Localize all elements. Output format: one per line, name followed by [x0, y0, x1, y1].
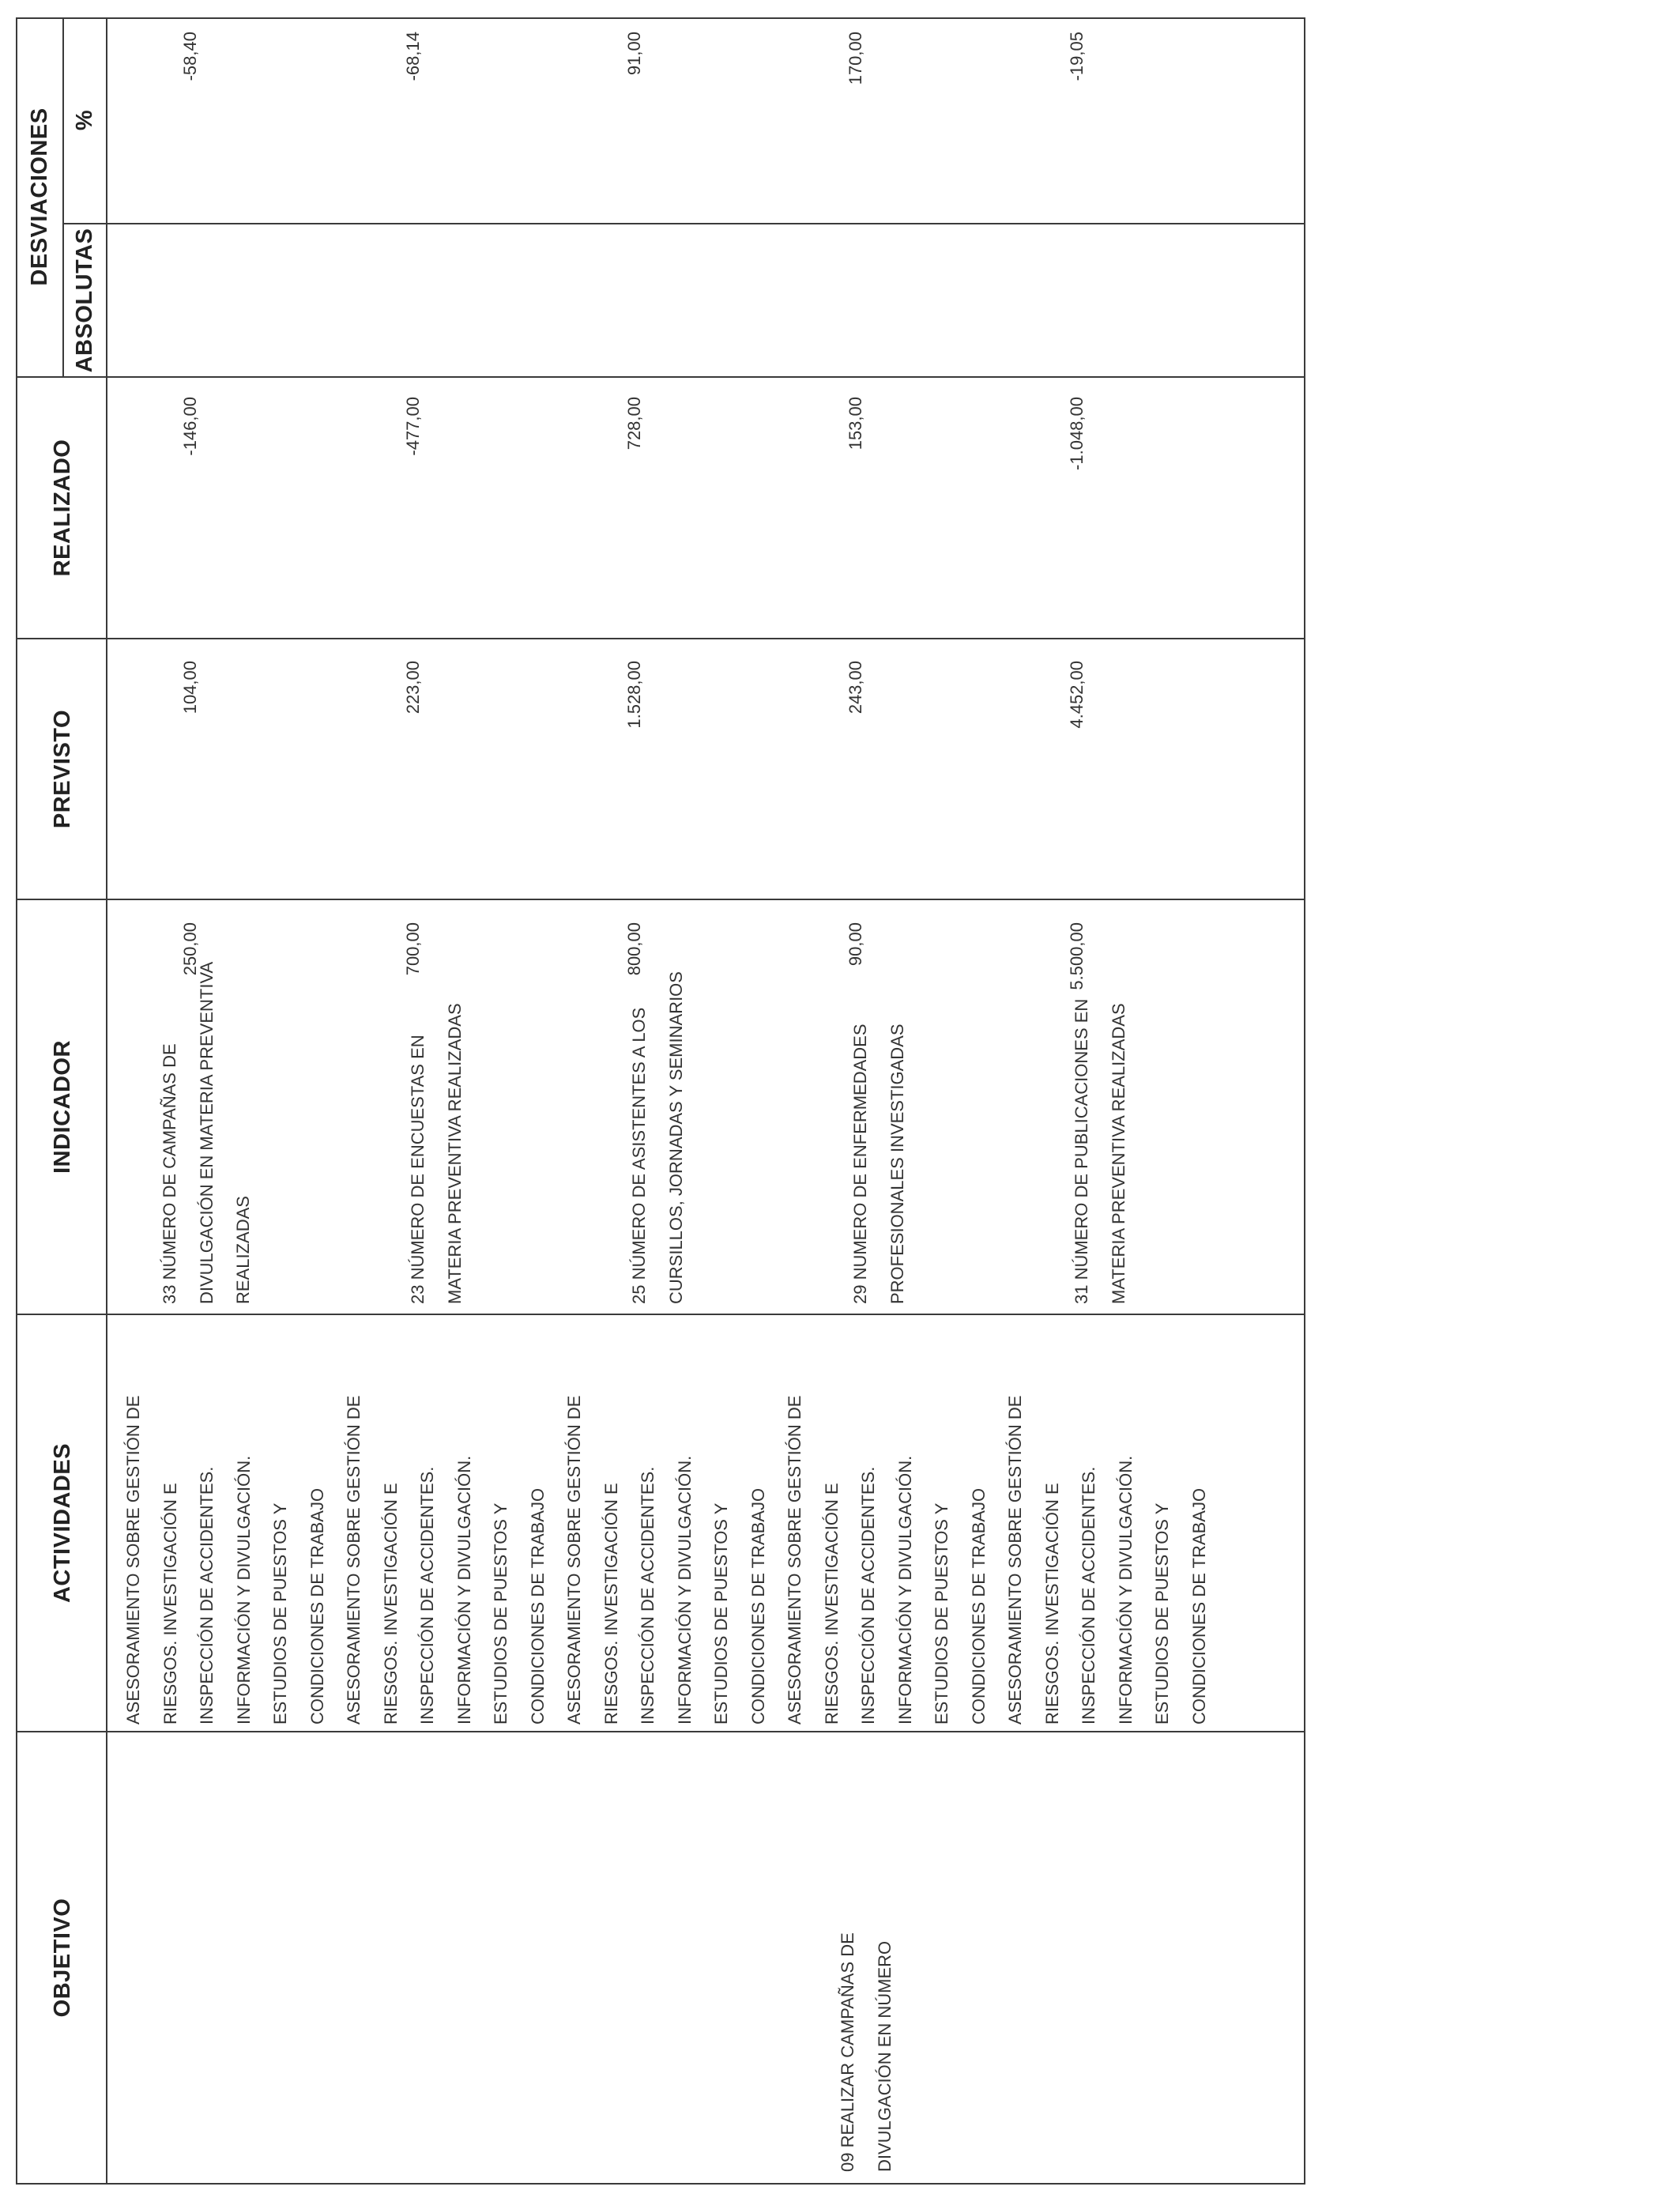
- activity-line: ESTUDIOS DE PUESTOS Y: [270, 1502, 290, 1725]
- header-realizado: REALIZADO: [49, 439, 75, 577]
- activity-line: ASESORAMIENTO SOBRE GESTIÓN DE: [123, 1395, 143, 1725]
- indicador-line: MATERIA PREVENTIVA REALIZADAS: [444, 1003, 465, 1304]
- header-actividades: ACTIVIDADES: [49, 1442, 75, 1604]
- activity-line: ESTUDIOS DE PUESTOS Y: [491, 1502, 510, 1725]
- activity-line: ESTUDIOS DE PUESTOS Y: [932, 1502, 951, 1725]
- realizado-row-5: 4.452,00: [1067, 661, 1087, 729]
- col-divider: [17, 1731, 1304, 1732]
- indicador-row-2: [400, 1003, 473, 1304]
- indicador-line: DIVULGACIÓN EN MATERIA PREVENTIVA: [196, 961, 217, 1304]
- indicador-row-3: [621, 971, 695, 1304]
- activity-line: INFORMACIÓN Y DIVULGACIÓN.: [1115, 1455, 1136, 1725]
- header-previsto: PREVISTO: [49, 709, 75, 829]
- indicador-row-1: [152, 962, 262, 1304]
- indicador-row-4: [842, 1023, 916, 1304]
- porcentaje-row-5: -19,05: [1067, 32, 1087, 81]
- absolutas-row-4: 153,00: [846, 397, 865, 450]
- previsto-row-4: 90,00: [846, 922, 865, 967]
- absolutas-row-2: -477,00: [403, 397, 423, 456]
- activity-line: ASESORAMIENTO SOBRE GESTIÓN DE: [564, 1395, 584, 1725]
- activity-line: ESTUDIOS DE PUESTOS Y: [1152, 1502, 1172, 1725]
- porcentaje-row-3: 91,00: [624, 32, 644, 76]
- indicador-line: REALIZADAS: [233, 1196, 253, 1304]
- absolutas-row-3: 728,00: [624, 397, 644, 450]
- activity-line: RIESGOS. INVESTIGACIÓN E: [821, 1483, 842, 1725]
- activity-line: INSPECCIÓN DE ACCIDENTES.: [1079, 1466, 1098, 1725]
- objetivo-line: 09 REALIZAR CAMPAÑAS DE: [838, 1932, 857, 2172]
- activity-line: INFORMACIÓN Y DIVULGACIÓN.: [674, 1455, 695, 1725]
- col-divider: [17, 638, 1304, 639]
- deviation-table: [16, 17, 1305, 2185]
- realizado-row-4: 243,00: [846, 661, 865, 714]
- realizado-row-1: 104,00: [180, 661, 200, 714]
- porcentaje-row-4: 170,00: [846, 32, 865, 85]
- activity-line: RIESGOS. INVESTIGACIÓN E: [380, 1483, 401, 1725]
- activity-line: INSPECCIÓN DE ACCIDENTES.: [858, 1466, 878, 1725]
- indicador-line: 31 NÚMERO DE PUBLICACIONES EN: [1072, 998, 1091, 1304]
- porcentaje-row-2: -68,14: [403, 32, 423, 81]
- activity-line: CONDICIONES DE TRABAJO: [1188, 1487, 1209, 1725]
- activity-line: CONDICIONES DE TRABAJO: [527, 1487, 548, 1725]
- header-desviaciones: DESVIACIONES: [27, 107, 52, 286]
- activity-line: RIESGOS. INVESTIGACIÓN E: [1042, 1483, 1062, 1725]
- previsto-row-1: 250,00: [180, 922, 200, 976]
- activity-line: INSPECCIÓN DE ACCIDENTES.: [638, 1466, 657, 1725]
- absolutas-row-1: -146,00: [180, 397, 200, 456]
- activity-line: RIESGOS. INVESTIGACIÓN E: [601, 1483, 621, 1725]
- col-divider: [62, 223, 1304, 224]
- activity-line: INFORMACIÓN Y DIVULGACIÓN.: [895, 1455, 915, 1725]
- previsto-row-5: 5.500,00: [1067, 922, 1087, 990]
- header-absolutas: ABSOLUTAS: [72, 228, 97, 373]
- indicador-line: 29 NUMERO DE ENFERMEDADES: [850, 1023, 870, 1304]
- col-divider: [17, 899, 1304, 900]
- header-indicador: INDICADOR: [49, 1040, 75, 1174]
- activity-line: INSPECCIÓN DE ACCIDENTES.: [197, 1466, 217, 1725]
- indicador-row-5: [1064, 999, 1137, 1304]
- indicador-line: MATERIA PREVENTIVA REALIZADAS: [1108, 1003, 1128, 1304]
- activity-line: ASESORAMIENTO SOBRE GESTIÓN DE: [785, 1395, 804, 1725]
- header-porcentaje: %: [72, 109, 97, 131]
- activity-line: INSPECCIÓN DE ACCIDENTES.: [417, 1466, 437, 1725]
- previsto-row-3: 800,00: [624, 922, 644, 976]
- indicador-line: 33 NÚMERO DE CAMPAÑAS DE: [160, 1043, 179, 1304]
- col-divider: [17, 376, 1304, 378]
- realizado-row-2: 223,00: [403, 661, 423, 714]
- actividades-block: [115, 1396, 1218, 1725]
- realizado-row-3: 1.528,00: [624, 661, 644, 729]
- activity-line: CONDICIONES DE TRABAJO: [307, 1487, 327, 1725]
- indicador-line: PROFESIONALES INVESTIGADAS: [887, 1023, 907, 1304]
- activity-line: CONDICIONES DE TRABAJO: [968, 1487, 989, 1725]
- activity-line: INFORMACIÓN Y DIVULGACIÓN.: [233, 1455, 254, 1725]
- objetivo-text: [830, 1932, 903, 2172]
- indicador-line: 23 NÚMERO DE ENCUESTAS EN: [408, 1035, 428, 1304]
- activity-line: RIESGOS. INVESTIGACIÓN E: [160, 1483, 180, 1725]
- objetivo-line: DIVULGACIÓN EN NÚMERO: [874, 1940, 895, 2172]
- activity-line: ASESORAMIENTO SOBRE GESTIÓN DE: [1005, 1395, 1025, 1725]
- header-objetivo: OBJETIVO: [49, 1898, 75, 2018]
- activity-line: ASESORAMIENTO SOBRE GESTIÓN DE: [344, 1395, 363, 1725]
- porcentaje-row-1: -58,40: [180, 32, 200, 81]
- indicador-line: CURSILLOS, JORNADAS Y SEMINARIOS: [665, 971, 686, 1304]
- activity-line: ESTUDIOS DE PUESTOS Y: [711, 1502, 731, 1725]
- previsto-row-2: 700,00: [403, 922, 423, 976]
- col-divider: [17, 1314, 1304, 1315]
- indicador-line: 25 NÚMERO DE ASISTENTES A LOS: [629, 1007, 649, 1304]
- activity-line: CONDICIONES DE TRABAJO: [748, 1487, 768, 1725]
- absolutas-row-5: -1.048,00: [1067, 397, 1087, 470]
- activity-line: INFORMACIÓN Y DIVULGACIÓN.: [454, 1455, 474, 1725]
